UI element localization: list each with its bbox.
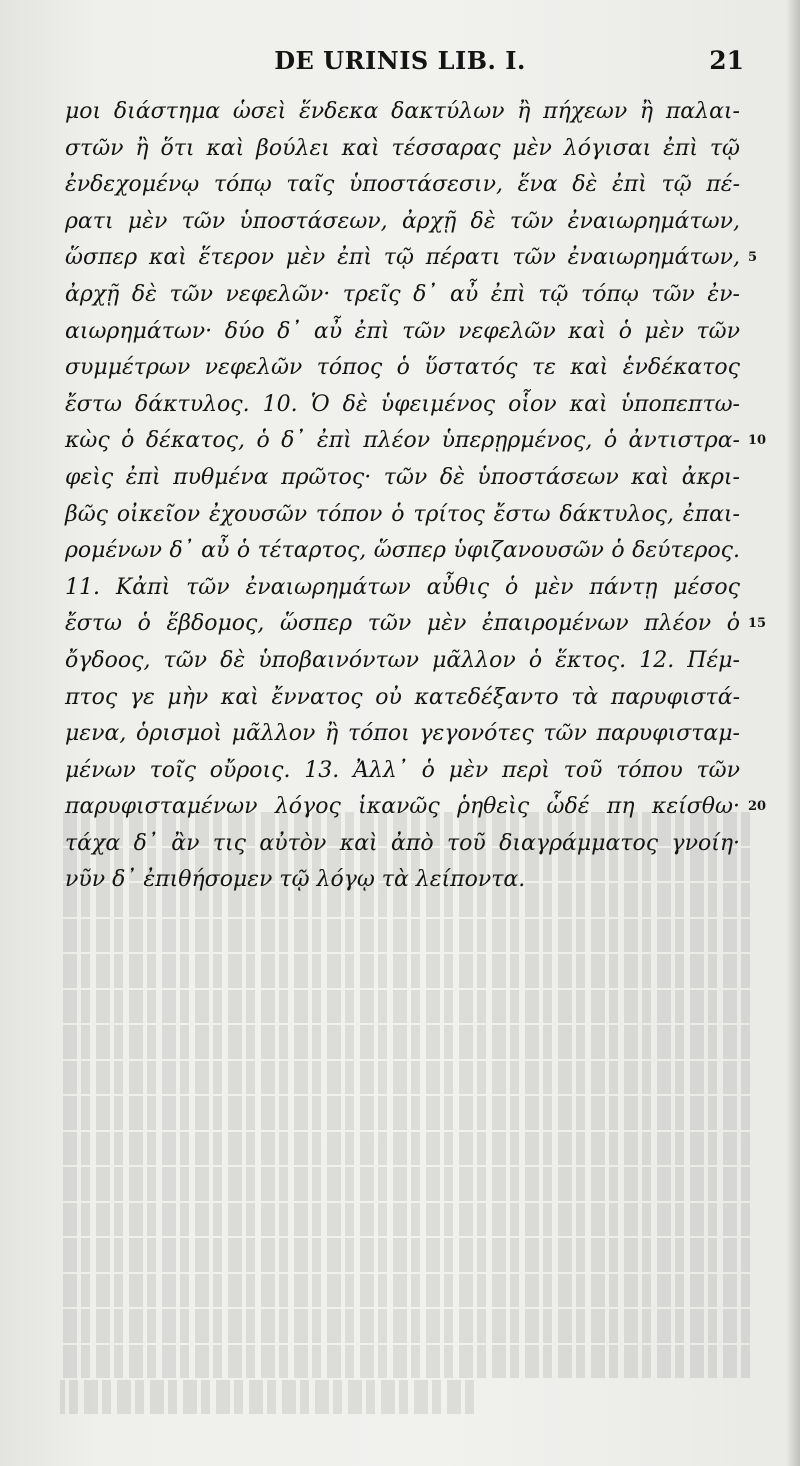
text-line-content: πτος γε μὴν καὶ ἔννατος οὐ κατεδέξαντο τὰ παρυφιστά- [65,684,740,710]
text-line-content: ἐνδεχομένῳ τόπῳ ταῖς ὑποστάσεσιν, ἕνα δὲ ἐπὶ τῷ πέ- [65,172,740,198]
text-line [65,131,740,168]
text-line-content: φεὶς ἐπὶ πυθμένα πρῶτος· τῶν δὲ ὑποστάσεων καὶ ἀκρι- [65,464,740,490]
page-header [60,40,744,80]
text-line-content: βῶς οἰκεῖον ἐχουσῶν τόπον ὁ τρίτος ἔστω δάκτυλος, ἐπαι- [65,501,740,527]
text-line [65,94,740,131]
text-line-content: ρομένων δ᾽ αὖ ὁ τέταρτος, ὥσπερ ὑφιζανουσῶν ὁ δεύτερος. [65,538,740,564]
text-line-content: νῦν δ᾽ ἐπιθήσομεν τῷ λόγῳ τὰ λείποντα. [65,867,526,893]
text-line-content: μοι διάστημα ὡσεὶ ἕνδεκα δακτύλων ἢ πήχεων ἢ παλαι- [65,99,740,124]
text-line-content: 11. Κἀπὶ τῶν ἐναιωρημάτων αὖθις ὁ μὲν πάντῃ μέσος [65,574,740,600]
text-line [65,460,740,497]
running-title: DE URINIS LIB. I. [274,46,526,75]
text-line [65,497,740,534]
bleed-line [60,1025,750,1059]
bleed-line [60,1380,474,1414]
text-line-content: παρυφισταμένων λόγος ἱκανῶς ῥηθεὶς ὧδέ πη κείσθω· [65,794,740,820]
line-number: 20 [748,799,767,815]
bleed-line [60,1132,750,1166]
text-line [65,167,740,204]
text-line [65,680,740,717]
text-line-content: κὼς ὁ δέκατος, ὁ δ᾽ ἐπὶ πλέον ὑπερῃρμένος, ὁ ἀντιστρα- [65,428,740,454]
bleed-line [60,1061,750,1095]
text-line-content: μένων τοῖς οὔροις. 13. Ἀλλ᾽ ὁ μὲν περὶ τοῦ τόπου τῶν [65,757,740,783]
text-line [65,643,740,680]
text-line-content: ὄγδοος, τῶν δὲ ὑποβαινόντων μᾶλλον ὁ ἕκτος. 12. Πέμ- [65,647,740,673]
text-line-content: ἔστω δάκτυλος. 10. Ὁ δὲ ὑφειμένος οἷον καὶ ὑποπεπτω- [65,391,740,417]
text-line-content: ἀρχῇ δὲ τῶν νεφελῶν· τρεῖς δ᾽ αὖ ἐπὶ τῷ τόπῳ τῶν ἐν- [65,281,740,307]
bleed-line [60,919,750,953]
text-line [65,826,740,863]
bleed-line [60,1096,750,1130]
text-line [65,204,740,241]
text-line-content: ἔστω ὁ ἕβδομος, ὥσπερ τῶν μὲν ἐπαιρομένων πλέον ὁ [65,611,740,637]
bleed-line [60,1274,750,1308]
gutter-shadow [786,0,800,1466]
bleed-through-text [60,812,750,1412]
text-line-content: τάχα δ᾽ ἂν τις αὐτὸν καὶ ἀπὸ τοῦ διαγράμματος γνοίη· [65,830,740,856]
greek-text-block [65,94,767,899]
text-line [65,277,740,314]
text-line [65,570,740,607]
text-line [65,387,740,424]
text-line-content: ὥσπερ καὶ ἕτερον μὲν ἐπὶ τῷ πέρατι τῶν ἐναιωρημάτων, [65,245,740,271]
text-line [65,606,767,643]
bleed-line [60,1167,750,1201]
line-number: 10 [748,433,767,449]
text-line [65,314,740,351]
bleed-line [60,1238,750,1272]
text-line [65,240,758,277]
bleed-line [60,954,750,988]
text-line [65,533,740,570]
line-number: 5 [748,250,758,266]
text-line [65,789,767,826]
bleed-line [60,1309,750,1343]
text-line-content: στῶν ἢ ὅτι καὶ βούλει καὶ τέσσαρας μὲν λόγισαι ἐπὶ τῷ [65,135,740,161]
text-line [65,753,740,790]
bleed-line [60,990,750,1024]
text-line-content: μενα, ὁρισμοὶ μᾶλλον ἢ τόποι γεγονότες τῶν παρυφισταμ- [65,721,740,747]
text-line [65,716,740,753]
text-line-content: συμμέτρων νεφελῶν τόπος ὁ ὕστατός τε καὶ ἑνδέκατος [65,355,740,381]
bleed-line [60,1345,750,1379]
text-line [65,862,740,899]
bleed-line [60,1203,750,1237]
page-number: 21 [709,46,744,75]
text-line [65,423,767,460]
text-line [65,350,740,387]
text-line-content: ρατι μὲν τῶν ὑποστάσεων, ἀρχῇ δὲ τῶν ἐναιωρημάτων, [65,208,740,234]
line-number: 15 [748,616,767,632]
text-line-content: αιωρημάτων· δύο δ᾽ αὖ ἐπὶ τῶν νεφελῶν καὶ ὁ μὲν τῶν [65,318,740,344]
